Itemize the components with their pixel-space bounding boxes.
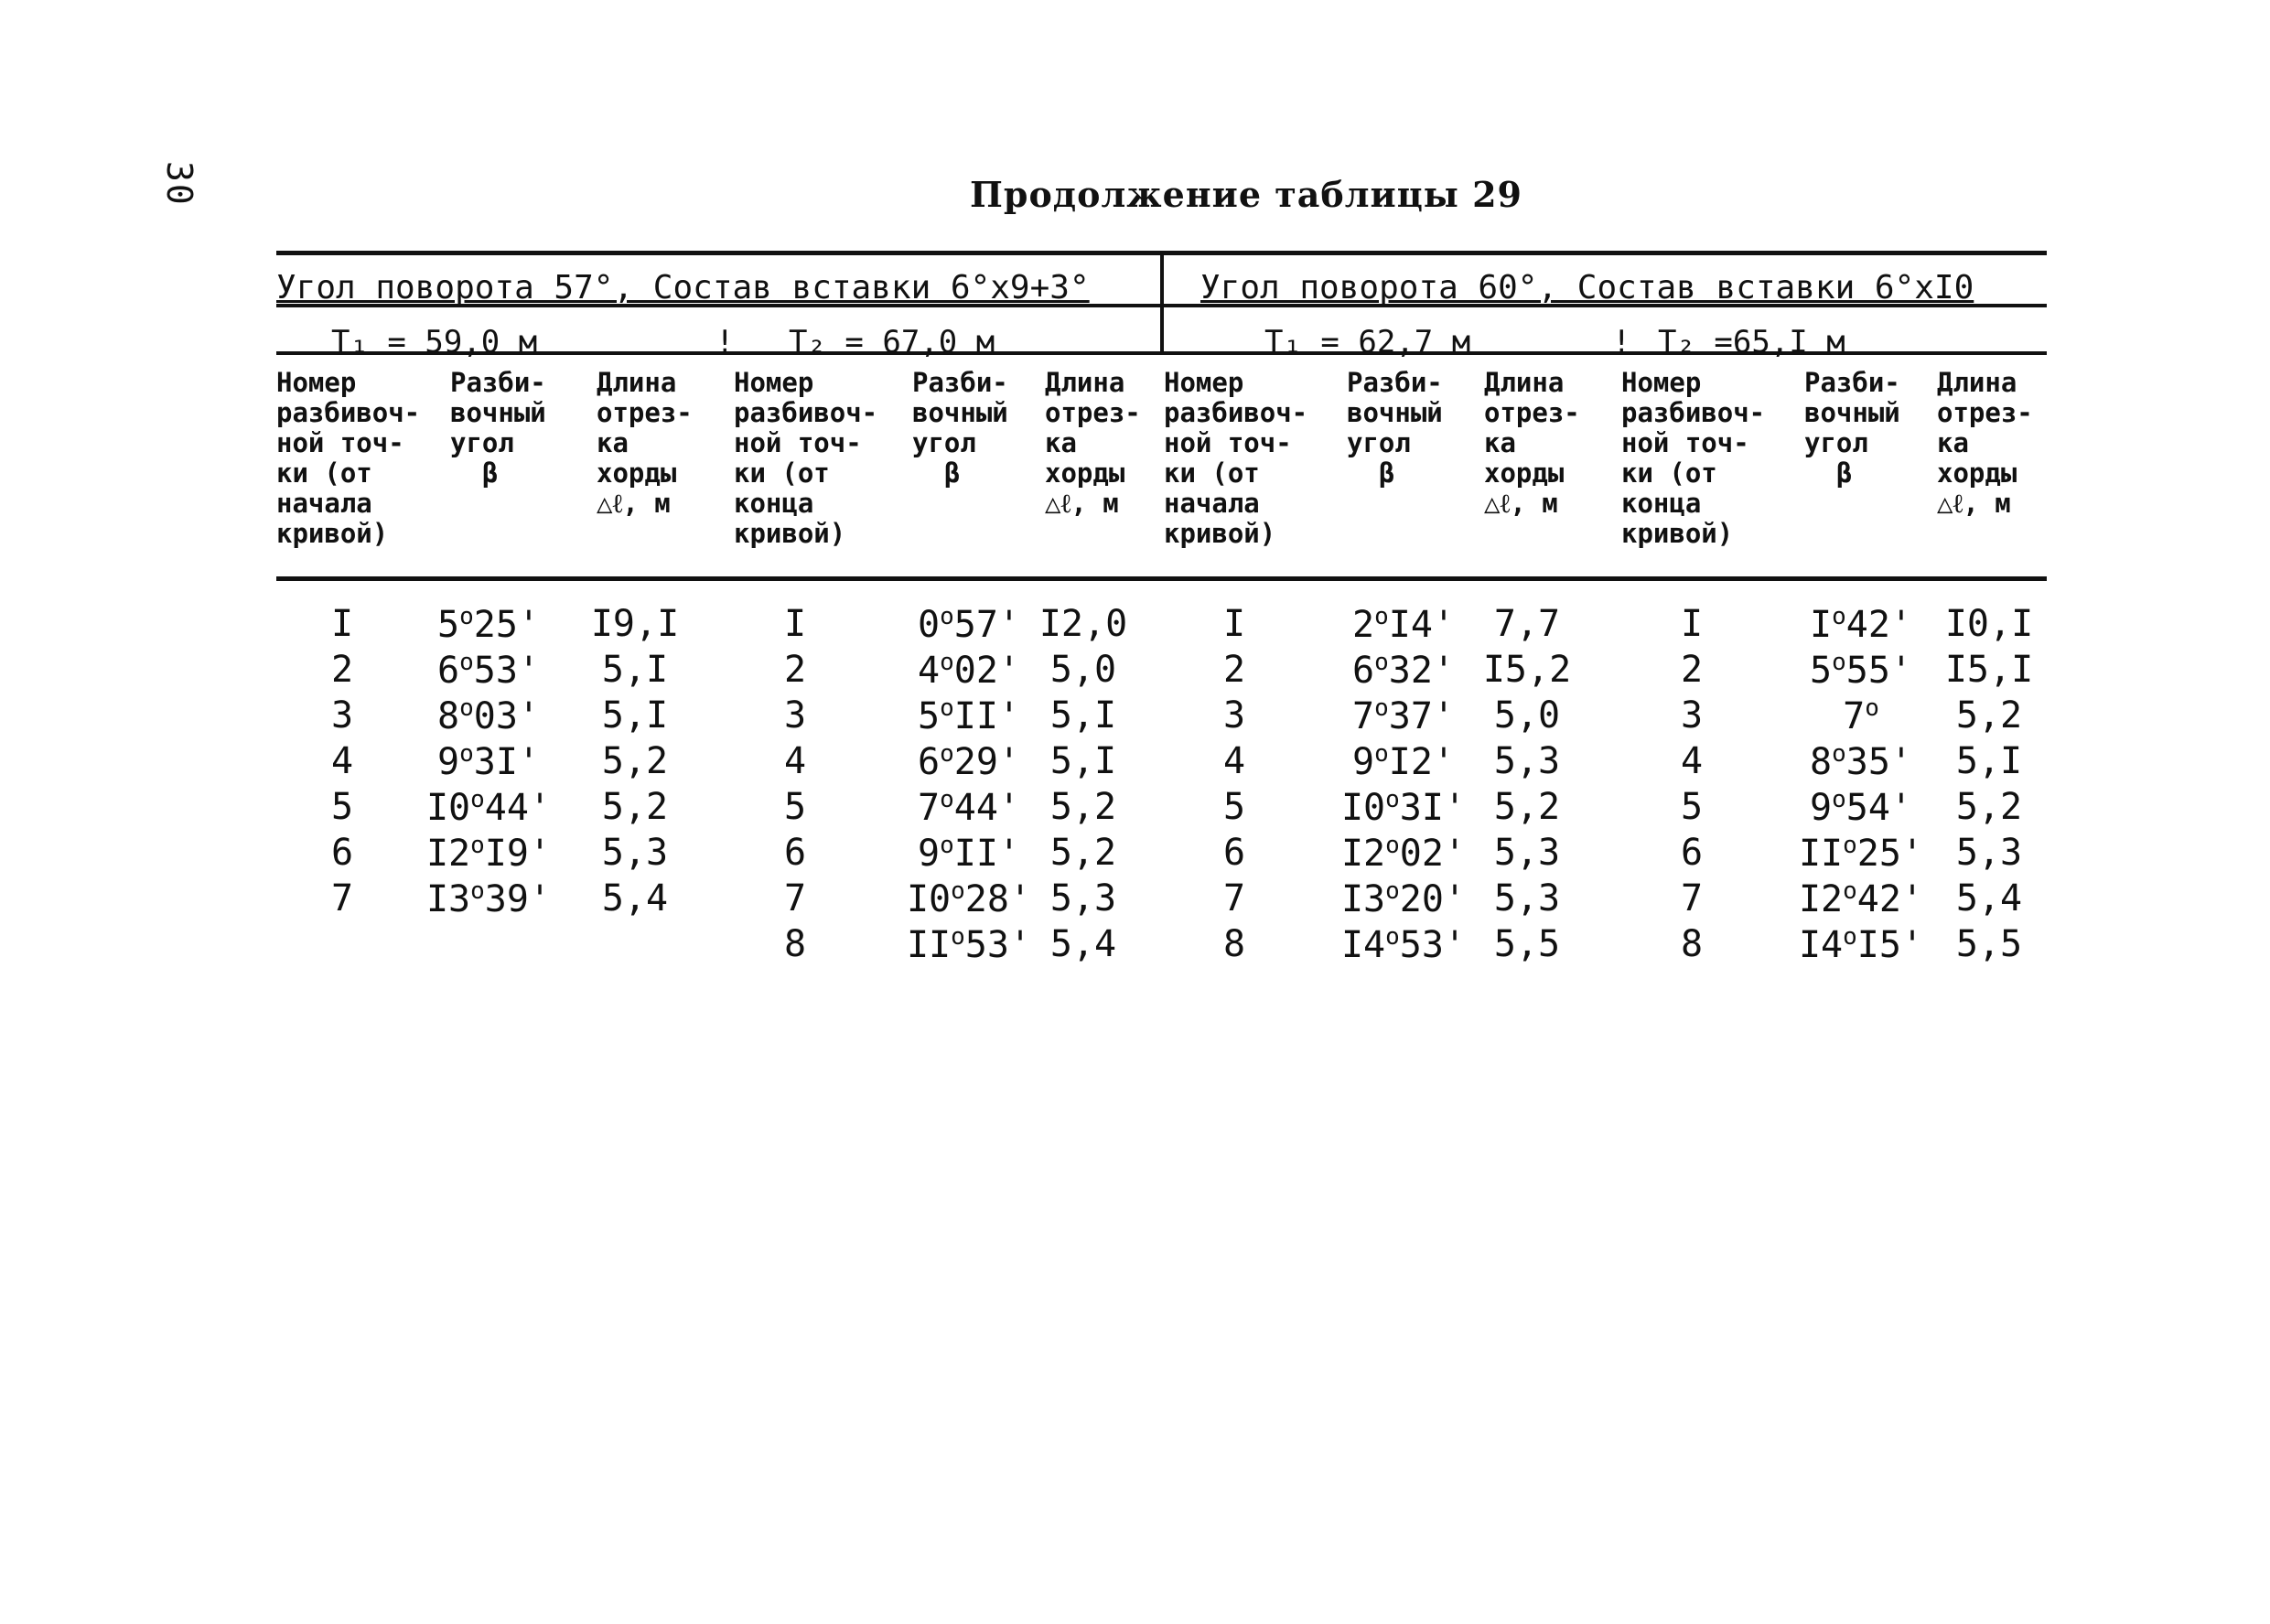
chord-length: 5,2 xyxy=(1049,832,1117,874)
header-chord-length: Длина отрез- ка хорды △ℓ, м xyxy=(1937,367,2033,519)
degree-sign: o xyxy=(940,649,954,676)
degree-sign: o xyxy=(1843,832,1857,859)
left-t2-separator: ! xyxy=(715,324,735,360)
degree-sign: o xyxy=(940,832,954,859)
chord-length: 5,I xyxy=(1049,694,1117,737)
layout-angle: 6$^o$53' xyxy=(437,649,540,692)
right-section-title: Угол поворота 60°, Состав вставки 6°хI0 xyxy=(1200,269,1974,307)
layout-angle: $II^o53'$ xyxy=(906,923,1032,966)
point-number: 6 xyxy=(330,832,354,874)
chord-length: 5,4 xyxy=(601,877,669,920)
degree-sign: o xyxy=(459,649,474,676)
point-number: I xyxy=(1222,603,1246,645)
layout-angle: 9$^o$I2' xyxy=(1352,740,1455,783)
chord-length: 5,2 xyxy=(1955,786,2023,828)
chord-length: 5,3 xyxy=(1493,877,1561,920)
point-number: 2 xyxy=(1222,649,1246,691)
chord-length: 5,2 xyxy=(601,740,669,782)
chord-length: 5,5 xyxy=(1493,923,1561,965)
point-number: 2 xyxy=(783,649,807,691)
header-chord-length: Длина отрез- ка хорды △ℓ, м xyxy=(1484,367,1580,519)
layout-angle: 8$^o$35' xyxy=(1810,740,1912,783)
point-number: I xyxy=(783,603,807,645)
point-number: 5 xyxy=(330,786,354,828)
degree-sign: o xyxy=(1843,877,1857,905)
left-section-title: Угол поворота 57°, Состав вставки 6°х9+3° xyxy=(276,269,1090,307)
layout-angle: I4$^o$53' xyxy=(1340,923,1467,966)
layout-angle: I2$^o$42' xyxy=(1798,877,1924,920)
degree-sign: o xyxy=(1374,603,1389,630)
layout-angle: 9$^o$54' xyxy=(1810,786,1912,829)
degree-sign: o xyxy=(940,786,954,813)
chord-length: 5,2 xyxy=(601,786,669,828)
header-point-number-from-end: Номер разбивоч- ной точ- ки (от конца кривой) xyxy=(734,367,878,549)
header-bottom-rule xyxy=(276,576,2047,581)
point-number: 6 xyxy=(1680,832,1704,874)
chord-length: 5,I xyxy=(1049,740,1117,782)
degree-sign: o xyxy=(951,877,965,905)
layout-angle: 9$^o$3I' xyxy=(437,740,540,783)
point-number: 4 xyxy=(783,740,807,782)
header-chord-length: Длина отрез- ка хорды △ℓ, м xyxy=(1045,367,1141,519)
degree-sign: o xyxy=(1832,740,1846,768)
layout-angle: I3$^o$20' xyxy=(1340,877,1467,920)
chord-length: 5,I xyxy=(1955,740,2023,782)
chord-length: 5,3 xyxy=(1493,740,1561,782)
degree-sign: o xyxy=(1832,786,1846,813)
chord-length: 5,3 xyxy=(1955,832,2023,874)
degree-sign: o xyxy=(940,740,954,768)
layout-angle: 5$^o$55' xyxy=(1810,649,1912,692)
point-number: 3 xyxy=(1222,694,1246,737)
degree-sign: o xyxy=(1385,923,1400,951)
right-t2: T₂ =65,I м xyxy=(1658,324,1845,360)
degree-sign: o xyxy=(940,694,954,722)
point-number: 8 xyxy=(783,923,807,965)
layout-angle: 0$^o$57' xyxy=(918,603,1020,646)
layout-angle: I3$^o$39' xyxy=(425,877,552,920)
degree-sign: o xyxy=(459,694,474,722)
layout-angle: $II^o25'$ xyxy=(1798,832,1924,875)
point-number: 7 xyxy=(330,877,354,920)
chord-length: 7,7 xyxy=(1493,603,1561,645)
header-layout-angle: Разби- вочный угол β xyxy=(912,367,1008,489)
layout-angle: 7$^o$37' xyxy=(1352,694,1455,737)
point-number: 8 xyxy=(1222,923,1246,965)
point-number: 6 xyxy=(1222,832,1246,874)
header-layout-angle: Разби- вочный угол β xyxy=(1347,367,1443,489)
section-divider xyxy=(1160,251,1164,351)
right-t1: T₁ = 62,7 м xyxy=(1264,324,1471,360)
chord-length: 5,2 xyxy=(1049,786,1117,828)
layout-angle: I0$^o$3I' xyxy=(1340,786,1467,829)
chord-length: 5,0 xyxy=(1493,694,1561,737)
degree-sign: o xyxy=(1374,649,1389,676)
degree-sign: o xyxy=(459,740,474,768)
left-t1: T₁ = 59,0 м xyxy=(331,324,538,360)
point-number: I xyxy=(1680,603,1704,645)
chord-length: 5,3 xyxy=(601,832,669,874)
degree-sign: o xyxy=(1832,649,1846,676)
chord-length: I2,0 xyxy=(1038,603,1128,645)
layout-angle: 5$^o$II' xyxy=(918,694,1020,737)
point-number: 6 xyxy=(783,832,807,874)
point-number: 7 xyxy=(1680,877,1704,920)
page-number: 30 xyxy=(159,161,199,207)
point-number: 4 xyxy=(1680,740,1704,782)
data-table xyxy=(276,251,2047,966)
chord-length: 5,I xyxy=(601,649,669,691)
layout-angle: 4$^o$02' xyxy=(918,649,1020,692)
degree-sign: o xyxy=(1374,694,1389,722)
point-number: 2 xyxy=(330,649,354,691)
degree-sign: o xyxy=(940,603,954,630)
layout-angle: 8$^o$03' xyxy=(437,694,540,737)
layout-angle: 9$^o$II' xyxy=(918,832,1020,875)
layout-angle: I0$^o$28' xyxy=(906,877,1032,920)
point-number: 3 xyxy=(783,694,807,737)
layout-angle: 6$^o$29' xyxy=(918,740,1020,783)
degree-sign: o xyxy=(1843,923,1857,951)
degree-sign: o xyxy=(1865,694,1879,722)
layout-angle: 5$^o$25' xyxy=(437,603,540,646)
layout-angle: 6$^o$32' xyxy=(1352,649,1455,692)
chord-length: 5,0 xyxy=(1049,649,1117,691)
point-number: 7 xyxy=(783,877,807,920)
chord-length: I0,I xyxy=(1944,603,2034,645)
layout-angle: I2$^o$02' xyxy=(1340,832,1467,875)
chord-length: I5,I xyxy=(1944,649,2034,691)
header-point-number-from-start: Номер разбивоч- ной точ- ки (от начала кривой) xyxy=(276,367,421,549)
point-number: 5 xyxy=(783,786,807,828)
degree-sign: o xyxy=(1385,786,1400,813)
point-number: 3 xyxy=(1680,694,1704,737)
header-chord-length: Длина отрез- ка хорды △ℓ, м xyxy=(597,367,693,519)
left-t2: T₂ = 67,0 м xyxy=(789,324,995,360)
chord-length: 5,2 xyxy=(1955,694,2023,737)
header-point-number-from-end: Номер разбивоч- ной точ- ки (от конца кривой) xyxy=(1621,367,1766,549)
point-number: 4 xyxy=(1222,740,1246,782)
point-number: 5 xyxy=(1680,786,1704,828)
layout-angle: 7$^o$ xyxy=(1843,694,1879,737)
layout-angle: 7$^o$44' xyxy=(918,786,1020,829)
point-number: 2 xyxy=(1680,649,1704,691)
header-layout-angle: Разби- вочный угол β xyxy=(1804,367,1900,489)
chord-length: I9,I xyxy=(590,603,680,645)
layout-angle: 2$^o$I4' xyxy=(1352,603,1455,646)
point-number: 7 xyxy=(1222,877,1246,920)
right-t2-separator: ! xyxy=(1612,324,1631,360)
point-number: 8 xyxy=(1680,923,1704,965)
degree-sign: o xyxy=(1385,877,1400,905)
chord-length: 5,3 xyxy=(1049,877,1117,920)
layout-angle: I4$^o$I5' xyxy=(1798,923,1924,966)
chord-length: 5,I xyxy=(601,694,669,737)
degree-sign: o xyxy=(470,877,485,905)
chord-length: 5,4 xyxy=(1049,923,1117,965)
degree-sign: o xyxy=(1385,832,1400,859)
layout-angle: $I^o42'$ xyxy=(1810,603,1912,646)
chord-length: I5,2 xyxy=(1482,649,1572,691)
degree-sign: o xyxy=(1374,740,1389,768)
point-number: 5 xyxy=(1222,786,1246,828)
degree-sign: o xyxy=(951,923,965,951)
degree-sign: o xyxy=(459,603,474,630)
header-point-number-from-start: Номер разбивоч- ной точ- ки (от начала кривой) xyxy=(1164,367,1308,549)
chord-length: 5,5 xyxy=(1955,923,2023,965)
point-number: I xyxy=(330,603,354,645)
degree-sign: o xyxy=(470,786,485,813)
chord-length: 5,3 xyxy=(1493,832,1561,874)
chord-length: 5,4 xyxy=(1955,877,2023,920)
point-number: 3 xyxy=(330,694,354,737)
degree-sign: o xyxy=(1832,603,1846,630)
layout-angle: I2$^o$I9' xyxy=(425,832,552,875)
point-number: 4 xyxy=(330,740,354,782)
degree-sign: o xyxy=(470,832,485,859)
header-layout-angle: Разби- вочный угол β xyxy=(450,367,546,489)
chord-length: 5,2 xyxy=(1493,786,1561,828)
table-caption: Продолжение таблицы 29 xyxy=(970,174,1522,215)
layout-angle: I0$^o$44' xyxy=(425,786,552,829)
